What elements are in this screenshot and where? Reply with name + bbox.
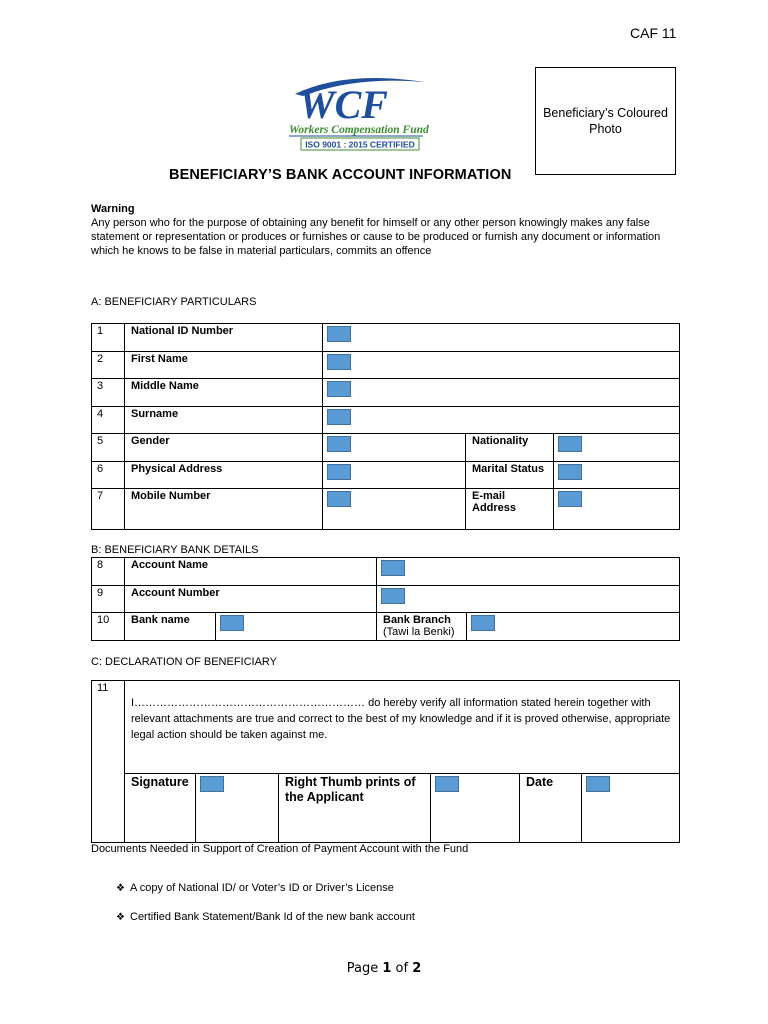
- diamond-bullet-icon: ❖: [116, 883, 125, 894]
- list-item: [116, 882, 394, 894]
- national-id-field[interactable]: [323, 324, 680, 352]
- table-row: [92, 558, 680, 586]
- beneficiary-particulars-table: [91, 323, 680, 530]
- signature-label: Signature: [125, 774, 196, 843]
- row-number: 2: [92, 352, 125, 379]
- input-placeholder[interactable]: [381, 588, 405, 604]
- table-row: [92, 489, 680, 530]
- marital-status-field[interactable]: [554, 462, 680, 489]
- input-placeholder[interactable]: [327, 491, 351, 507]
- section-b-heading: B: BENEFICIARY BANK DETAILS: [91, 544, 259, 556]
- input-placeholder[interactable]: [200, 776, 224, 792]
- input-placeholder[interactable]: [327, 409, 351, 425]
- input-placeholder[interactable]: [220, 615, 244, 631]
- list-item-text: Certified Bank Statement/Bank Id of the new bank account: [130, 911, 415, 923]
- input-placeholder[interactable]: [558, 464, 582, 480]
- section-a-heading: A: BENEFICIARY PARTICULARS: [91, 296, 257, 308]
- page-number: [0, 961, 768, 976]
- row-number: 7: [92, 489, 125, 530]
- table-row: [92, 324, 680, 352]
- row-number: 3: [92, 379, 125, 407]
- row-number: 6: [92, 462, 125, 489]
- input-placeholder[interactable]: [327, 381, 351, 397]
- row-number: 10: [92, 613, 125, 641]
- warning-heading: Warning: [91, 203, 135, 215]
- field-sublabel: (Tawi la Benki): [383, 626, 455, 638]
- field-label: Bank Branch: [383, 614, 451, 626]
- photo-box[interactable]: [535, 67, 676, 175]
- field-label: Surname: [125, 407, 323, 434]
- bank-details-table: [91, 557, 680, 641]
- list-item: [116, 911, 415, 923]
- field-label: E-mail Address: [466, 489, 554, 530]
- field-label: Marital Status: [466, 462, 554, 489]
- row-number: 8: [92, 558, 125, 586]
- row-number: 4: [92, 407, 125, 434]
- surname-field[interactable]: [323, 407, 680, 434]
- field-label: Middle Name: [125, 379, 323, 407]
- row-number: 1: [92, 324, 125, 352]
- row-number: 11: [92, 681, 125, 843]
- bank-branch-label-cell: [377, 613, 467, 641]
- thumb-field[interactable]: [431, 774, 520, 843]
- wcf-logo: [285, 72, 430, 154]
- table-row: [92, 462, 680, 489]
- input-placeholder[interactable]: [327, 354, 351, 370]
- page-word: Page: [346, 961, 379, 976]
- field-label: Account Name: [125, 558, 377, 586]
- table-row: [92, 352, 680, 379]
- date-label: Date: [520, 774, 582, 843]
- svg-text:ISO 9001 : 2015 CERTIFIED: ISO 9001 : 2015 CERTIFIED: [305, 139, 415, 150]
- field-label: Nationality: [466, 434, 554, 462]
- first-name-field[interactable]: [323, 352, 680, 379]
- physical-address-field[interactable]: [323, 462, 466, 489]
- email-field[interactable]: [554, 489, 680, 530]
- table-row: [92, 586, 680, 613]
- input-placeholder[interactable]: [327, 464, 351, 480]
- signature-field[interactable]: [196, 774, 279, 843]
- table-row: [92, 774, 680, 843]
- field-label: Physical Address: [125, 462, 323, 489]
- input-placeholder[interactable]: [327, 436, 351, 452]
- list-item-text: A copy of National ID/ or Voter’s ID or Driver’s License: [130, 882, 394, 894]
- account-name-field[interactable]: [377, 558, 680, 586]
- input-placeholder[interactable]: [471, 615, 495, 631]
- input-placeholder[interactable]: [558, 491, 582, 507]
- form-code: CAF 11: [630, 25, 677, 41]
- input-placeholder[interactable]: [327, 326, 351, 342]
- bank-branch-field[interactable]: [467, 613, 680, 641]
- diamond-bullet-icon: ❖: [116, 912, 125, 923]
- svg-text:Workers Compensation Fund: Workers Compensation Fund: [289, 124, 429, 136]
- thumb-label: Right Thumb prints of the Applicant: [279, 774, 431, 843]
- field-label: Mobile Number: [125, 489, 323, 530]
- input-placeholder[interactable]: [586, 776, 610, 792]
- declaration-text: I……………………………………………………… do hereby verify all information stated herein together with relevant attachments are true and correct to the best of my knowledge and if it is proved otherwise, appropriate legal action should be taken against me.: [125, 681, 680, 774]
- date-field[interactable]: [582, 774, 680, 843]
- account-number-field[interactable]: [377, 586, 680, 613]
- table-row: [92, 434, 680, 462]
- of-word: of: [395, 961, 409, 976]
- field-label: Gender: [125, 434, 323, 462]
- bank-name-field[interactable]: [216, 613, 377, 641]
- current-page: 1: [382, 961, 392, 976]
- field-label: National ID Number: [125, 324, 323, 352]
- gender-field[interactable]: [323, 434, 466, 462]
- field-label: Account Number: [125, 586, 377, 613]
- table-row: [92, 681, 680, 774]
- documents-heading: Documents Needed in Support of Creation of Payment Account with the Fund: [91, 843, 469, 855]
- svg-text:WCF: WCF: [299, 82, 388, 127]
- photo-label: Beneficiary’s Coloured Photo: [543, 106, 668, 136]
- row-number: 5: [92, 434, 125, 462]
- nationality-field[interactable]: [554, 434, 680, 462]
- total-pages: 2: [412, 961, 422, 976]
- field-label: Bank name: [125, 613, 216, 641]
- declaration-table: [91, 680, 680, 843]
- mobile-number-field[interactable]: [323, 489, 466, 530]
- input-placeholder[interactable]: [435, 776, 459, 792]
- section-c-heading: C: DECLARATION OF BENEFICIARY: [91, 656, 278, 668]
- middle-name-field[interactable]: [323, 379, 680, 407]
- table-row: [92, 379, 680, 407]
- warning-text: Any person who for the purpose of obtaining any benefit for himself or any other person knowingly makes any false statement or representation or produces or furnishes or cause to be produced or furnish any document or information which he knows to be false in material particulars, commits an offence: [91, 217, 661, 257]
- input-placeholder[interactable]: [558, 436, 582, 452]
- table-row: [92, 407, 680, 434]
- input-placeholder[interactable]: [381, 560, 405, 576]
- table-row: [92, 613, 680, 641]
- field-label: First Name: [125, 352, 323, 379]
- row-number: 9: [92, 586, 125, 613]
- page-title: BENEFICIARY’S BANK ACCOUNT INFORMATION: [169, 167, 512, 183]
